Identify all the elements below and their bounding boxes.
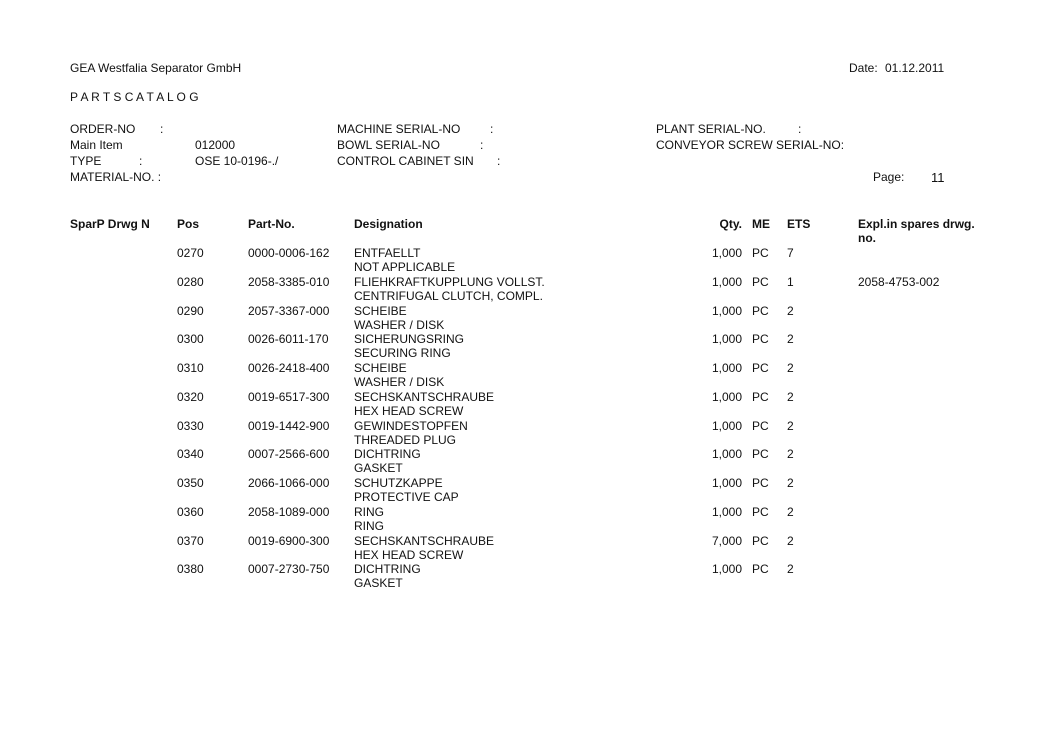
me-cell: PC	[752, 332, 769, 347]
me-cell: PC	[752, 246, 769, 260]
table-row	[0, 476, 1053, 505]
pos-cell: 0350	[177, 476, 204, 490]
table-row	[0, 246, 1053, 275]
ets-cell: 2	[787, 332, 794, 347]
col-header-qty: Qty.	[719, 217, 742, 231]
type-colon: :	[139, 154, 143, 168]
table-row	[0, 534, 1053, 563]
me-cell: PC	[752, 303, 769, 318]
col-header-pos: Pos	[177, 217, 200, 231]
material-no-label: MATERIAL-NO. :	[70, 170, 162, 184]
me-cell: PC	[752, 361, 769, 375]
ets-cell: 2	[787, 418, 794, 433]
col-header-me: ME	[752, 217, 770, 231]
designation-en-cell: NOT APPLICABLE	[354, 260, 456, 274]
plant-serial-colon: :	[798, 122, 802, 136]
part-no-cell: 0026-6011-170	[248, 332, 329, 347]
ets-cell: 2	[787, 476, 794, 490]
pos-cell: 0380	[177, 562, 204, 577]
table-row	[0, 275, 1053, 304]
col-header-designation: Designation	[354, 217, 423, 231]
qty-cell: 1,000	[711, 476, 742, 490]
part-no-cell: 0026-2418-400	[248, 361, 330, 375]
designation-de-cell: FLIEHKRAFTKUPPLUNG VOLLST.	[354, 274, 545, 289]
conveyor-serial-label: CONVEYOR SCREW SERIAL-NO:	[656, 138, 845, 152]
pos-cell: 0370	[177, 533, 204, 548]
expl-cell: 2058-4753-002	[858, 274, 940, 289]
designation-en-cell: WASHER / DISK	[354, 375, 445, 389]
designation-en-cell: PROTECTIVE CAP	[354, 490, 459, 504]
part-no-cell: 0000-0006-162	[248, 246, 330, 260]
me-cell: PC	[752, 533, 769, 548]
designation-en-cell: RING	[354, 518, 384, 533]
me-cell: PC	[752, 562, 769, 577]
designation-de-cell: RING	[354, 504, 384, 519]
machine-serial-colon: :	[490, 122, 494, 136]
machine-serial-label: MACHINE SERIAL-NO	[337, 122, 461, 136]
designation-de-cell: DICHTRING	[354, 447, 421, 462]
main-item-label: Main Item	[70, 138, 123, 152]
pos-cell: 0290	[177, 303, 204, 318]
qty-cell: 7,000	[711, 533, 742, 548]
designation-de-cell: SECHSKANTSCHRAUBE	[354, 389, 495, 404]
designation-de-cell: SCHEIBE	[354, 361, 407, 375]
me-cell: PC	[752, 504, 769, 519]
page-number: 11	[931, 170, 945, 185]
bowl-serial-label: BOWL SERIAL-NO	[337, 138, 440, 152]
designation-de-cell: SICHERUNGSRING	[354, 332, 465, 347]
qty-cell: 1,000	[711, 303, 742, 318]
qty-cell: 1,000	[711, 447, 742, 462]
qty-cell: 1,000	[711, 389, 742, 404]
order-no-colon: :	[160, 122, 164, 136]
designation-en-cell: SECURING RING	[354, 346, 451, 361]
col-header-sparp: SparP Drwg N	[70, 217, 150, 231]
part-no-cell: 0019-1442-900	[248, 418, 330, 433]
table-row	[0, 419, 1053, 448]
type-label: TYPE	[70, 154, 102, 168]
ets-cell: 7	[787, 246, 794, 260]
me-cell: PC	[752, 447, 769, 462]
qty-cell: 1,000	[711, 361, 742, 375]
pos-cell: 0310	[177, 361, 204, 375]
col-header-ets: ETS	[787, 217, 811, 231]
part-no-cell: 0019-6517-300	[248, 389, 330, 404]
ets-cell: 2	[787, 562, 794, 577]
pos-cell: 0300	[177, 332, 204, 347]
pos-cell: 0280	[177, 274, 204, 289]
control-cabinet-label: CONTROL CABINET SIN	[337, 154, 474, 168]
part-no-cell: 0019-6900-300	[248, 533, 330, 548]
table-row	[0, 361, 1053, 390]
me-cell: PC	[752, 389, 769, 404]
qty-cell: 1,000	[711, 562, 742, 577]
part-no-cell: 2058-1089-000	[248, 504, 330, 519]
qty-cell: 1,000	[711, 418, 742, 433]
col-header-part-no: Part-No.	[248, 217, 295, 231]
ets-cell: 2	[787, 303, 794, 318]
date-label: Date:	[849, 61, 878, 75]
qty-cell: 1,000	[711, 332, 742, 347]
table-row	[0, 447, 1053, 476]
designation-en-cell: CENTRIFUGAL CLUTCH, COMPL.	[354, 288, 543, 303]
date-value: 01.12.2011	[885, 61, 945, 75]
ets-cell: 2	[787, 447, 794, 462]
me-cell: PC	[752, 476, 769, 490]
plant-serial-label: PLANT SERIAL-NO.	[656, 122, 766, 136]
bowl-serial-colon: :	[480, 138, 484, 152]
control-cabinet-colon: :	[497, 154, 501, 168]
part-no-cell: 0007-2730-750	[248, 562, 330, 577]
part-no-cell: 2058-3385-010	[248, 274, 330, 289]
table-row	[0, 505, 1053, 534]
pos-cell: 0360	[177, 504, 204, 519]
qty-cell: 1,000	[711, 274, 742, 289]
main-item-value: 012000	[195, 138, 236, 152]
part-no-cell: 0007-2566-600	[248, 447, 330, 462]
type-value: OSE 10-0196-./	[195, 154, 279, 168]
designation-en-cell: HEX HEAD SCREW	[354, 547, 464, 562]
designation-en-cell: GASKET	[354, 461, 403, 476]
table-row	[0, 332, 1053, 361]
designation-en-cell: HEX HEAD SCREW	[354, 403, 464, 418]
order-no-label: ORDER-NO	[70, 122, 136, 136]
catalog-title: P A R T S C A T A L O G	[70, 90, 199, 104]
qty-cell: 1,000	[711, 246, 742, 260]
designation-en-cell: THREADED PLUG	[354, 432, 457, 447]
pos-cell: 0330	[177, 418, 204, 433]
designation-en-cell: WASHER / DISK	[354, 317, 445, 332]
page-label: Page:	[873, 170, 905, 184]
table-row	[0, 304, 1053, 333]
parts-table-body	[0, 246, 1053, 591]
part-no-cell: 2057-3367-000	[248, 303, 330, 318]
ets-cell: 2	[787, 361, 794, 375]
pos-cell: 0340	[177, 447, 204, 462]
qty-cell: 1,000	[711, 504, 742, 519]
col-header-expl-line2: no.	[858, 231, 876, 245]
designation-de-cell: ENTFAELLT	[354, 246, 421, 260]
designation-de-cell: SCHEIBE	[354, 303, 407, 318]
designation-de-cell: GEWINDESTOPFEN	[354, 418, 468, 433]
designation-de-cell: SECHSKANTSCHRAUBE	[354, 533, 495, 548]
ets-cell: 2	[787, 504, 794, 519]
pos-cell: 0320	[177, 389, 204, 404]
col-header-expl: Expl.in spares drwg.	[858, 217, 975, 231]
pos-cell: 0270	[177, 246, 204, 260]
table-row	[0, 390, 1053, 419]
me-cell: PC	[752, 274, 769, 289]
designation-de-cell: SCHUTZKAPPE	[354, 476, 443, 490]
part-no-cell: 2066-1066-000	[248, 476, 330, 490]
me-cell: PC	[752, 418, 769, 433]
table-row	[0, 562, 1053, 591]
designation-en-cell: GASKET	[354, 576, 403, 591]
ets-cell: 2	[787, 389, 794, 404]
ets-cell: 1	[787, 274, 794, 289]
designation-de-cell: DICHTRING	[354, 562, 421, 577]
ets-cell: 2	[787, 533, 794, 548]
company-name: GEA Westfalia Separator GmbH	[70, 61, 242, 75]
